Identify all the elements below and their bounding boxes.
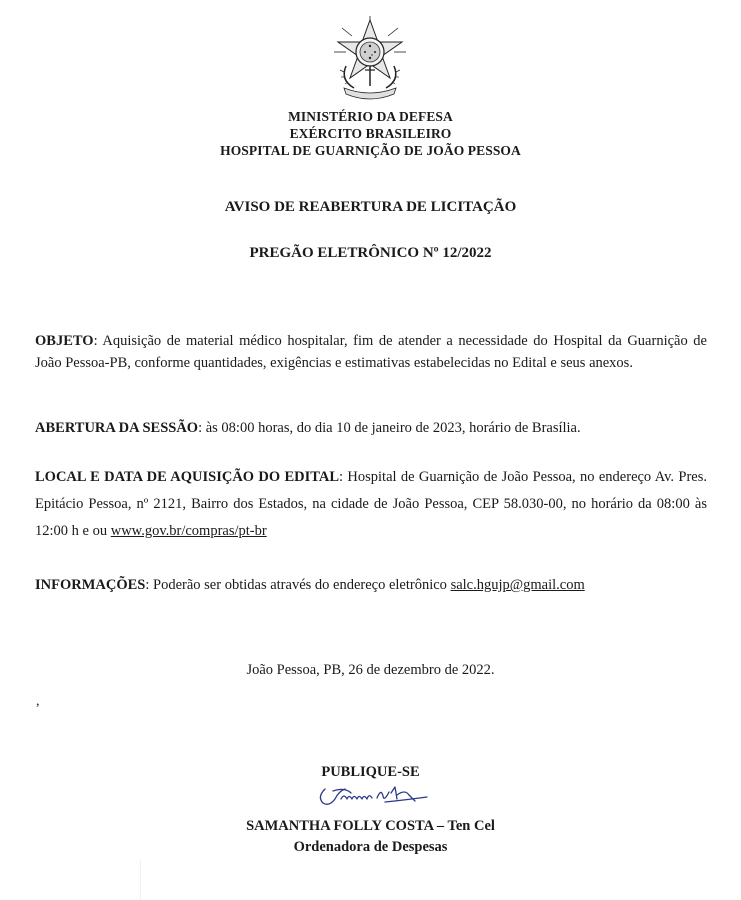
compras-link[interactable]: www.gov.br/compras/pt-br <box>110 523 267 539</box>
handwritten-signature <box>315 783 435 809</box>
ministry-name: MINISTÉRIO DA DEFESA <box>288 109 453 124</box>
stray-mark: , <box>36 694 40 709</box>
publique-label: PUBLIQUE-SE <box>321 764 420 780</box>
hospital-name: HOSPITAL DE GUARNIÇÃO DE JOÃO PESSOA <box>220 143 521 158</box>
abertura-label: ABERTURA DA SESSÃO <box>35 420 199 436</box>
info-label: INFORMAÇÕES <box>35 577 146 593</box>
objeto-text: : Aquisição de material médico hospitalar, fim de atender a necessidade do Hospital da Guarnição de João Pessoa-PB, conforme quantidades, exigências e estimativas estabelecidas no Edital e seus anexos. <box>35 333 707 371</box>
local-text: : Hospital de Guarnição de João Pessoa, no endereço Av. Pres. Epitácio Pessoa, nº 2121, Bairro dos Estados, na cidade de João Pessoa, CEP 58.030-00, no horário da 08:00 às 12:00 h e ou <box>35 469 707 539</box>
notice-title: AVISO DE REABERTURA DE LICITAÇÃO <box>224 199 517 215</box>
signer-role: Ordenadora de Despesas <box>293 839 448 855</box>
place-date: João Pessoa, PB, 26 de dezembro de 2022. <box>246 662 495 678</box>
signer-name: SAMANTHA FOLLY COSTA – Ten Cel <box>246 818 495 834</box>
notice-subtitle: PREGÃO ELETRÔNICO Nº 12/2022 <box>249 245 492 261</box>
objeto-paragraph <box>35 330 707 374</box>
local-label: LOCAL E DATA DE AQUISIÇÃO DO EDITAL <box>35 469 340 485</box>
brazil-coat-of-arms-icon <box>330 14 410 100</box>
email-link[interactable]: salc.hgujp@gmail.com <box>450 577 585 593</box>
objeto-label: OBJETO <box>35 333 94 349</box>
local-paragraph <box>35 464 707 545</box>
document-header <box>0 108 741 159</box>
page-fold-line <box>140 860 141 900</box>
abertura-paragraph <box>35 417 707 439</box>
abertura-text: : às 08:00 horas, do dia 10 de janeiro de 2023, horário de Brasília. <box>198 420 581 436</box>
info-paragraph <box>35 574 707 596</box>
info-text: : Poderão ser obtidas através do endereço eletrônico <box>145 577 451 593</box>
army-name: EXÉRCITO BRASILEIRO <box>289 126 452 141</box>
